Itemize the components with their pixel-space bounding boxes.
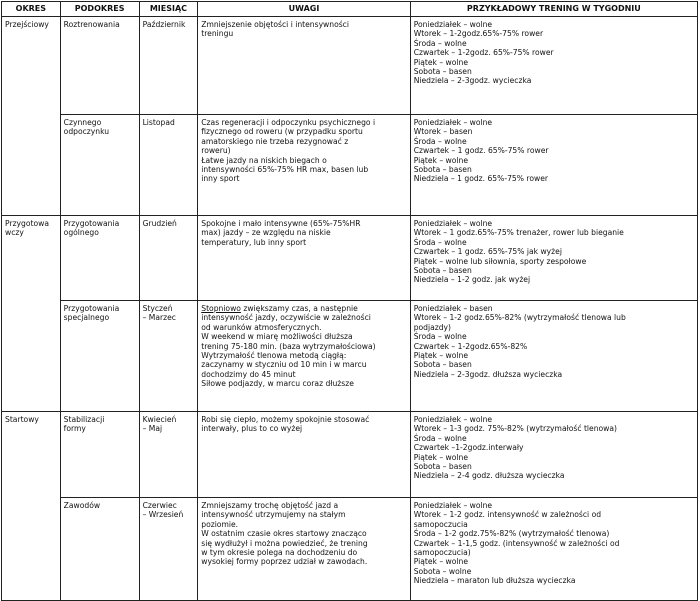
uwagi-line: W ostatnim czasie okres startowy znacząco — [201, 529, 367, 539]
uwagi-line: roweru) — [201, 146, 231, 156]
uwagi-line: w tym okresie polega na dochodzeniu do — [201, 548, 358, 558]
cell-podokres — [60, 17, 139, 115]
trening-line: Sobota – basen — [413, 165, 472, 175]
uwagi-line: Robi się ciepło, możemy spokojnie stosować — [201, 415, 370, 424]
uwagi-line: fizycznego od roweru (w przypadku sportu — [201, 127, 363, 137]
okres-label: wczy — [5, 228, 24, 238]
cell-miesiac — [139, 498, 198, 601]
trening-line: podjazdy) — [413, 322, 451, 332]
trening-line: Sobota – wolne — [413, 566, 472, 576]
cell-miesiac — [139, 115, 198, 216]
trening-line: Czwartek –1-2godz.interwały — [413, 443, 524, 453]
cell-miesiac — [139, 412, 198, 498]
header-uwagi: UWAGI — [198, 2, 410, 17]
podokres-label: Stabilizacji — [63, 415, 105, 424]
uwagi-line: intensywności 65%-75% HR max, basen lub — [201, 165, 369, 175]
uwagi-line: od warunków atmosferycznych. — [201, 322, 322, 332]
miesiac-label: Styczeń — [142, 304, 173, 313]
trening-line: Środa – 1-2 godz.75%-82% (wytrzymałość tlenowa) — [413, 529, 610, 539]
trening-line: Piątek – wolne — [413, 351, 468, 361]
cell-trening — [410, 115, 697, 216]
cell-uwagi — [198, 301, 410, 412]
cell-podokres — [60, 498, 139, 601]
header-row — [2, 2, 698, 17]
uwagi-line: temperatury, lub inny sport — [201, 237, 307, 247]
uwagi-line: amatorskiego nie trzeba rezygnować z — [201, 136, 349, 146]
trening-line: Środa – wolne — [413, 136, 467, 146]
trening-line: Piątek – wolne — [413, 57, 468, 67]
miesiac-label: – Maj — [142, 424, 163, 434]
uwagi-line: dochodzimy do 45 minut — [201, 369, 296, 379]
trening-line: Czwartek – 1-1,5 godz. (intensywność w zależności od — [413, 538, 620, 548]
header-okres: OKRES — [2, 2, 61, 17]
uwagi-line: inny sport — [201, 174, 240, 184]
uwagi-line-rest: zwiększamy czas, a następnie — [240, 304, 358, 313]
trening-line: Poniedziałek – wolne — [413, 219, 493, 228]
uwagi-line: treningu — [201, 29, 234, 39]
cell-podokres — [60, 216, 139, 301]
uwagi-line: poziomie. — [201, 519, 239, 529]
trening-line: Niedziela – 1 godz. 65%-75% rower — [413, 174, 548, 184]
miesiac-label: Październik — [142, 20, 186, 29]
miesiac-label: Listopad — [142, 118, 175, 127]
cell-podokres — [60, 301, 139, 412]
trening-line: Czwartek – 1 godz. 65%-75% jak wyżej — [413, 247, 562, 257]
trening-line: Poniedziałek – basen — [413, 304, 493, 313]
cell-miesiac — [139, 301, 198, 412]
trening-line: Niedziela – 2-4 godz. dłuższa wycieczka — [413, 471, 565, 481]
uwagi-underlined-word: Stopniowo — [201, 304, 241, 313]
uwagi-line: wysokiej formy poprzez udział w zawodach. — [201, 557, 368, 567]
trening-line: Piątek – wolne lub siłownia, sporty zespołowe — [413, 256, 587, 266]
trening-line: Piątek – wolne — [413, 452, 468, 462]
miesiac-label: – Wrzesień — [142, 510, 184, 520]
cell-trening — [410, 412, 697, 498]
miesiac-label: Czerwiec — [142, 501, 177, 510]
podokres-label: ogólnego — [63, 228, 99, 238]
trening-line: samopoczucia) — [413, 548, 471, 558]
uwagi-line: interwały, plus to co wyżej — [201, 424, 303, 434]
cell-miesiac — [139, 17, 198, 115]
training-plan-table — [1, 1, 698, 601]
uwagi-line: Spokojne i mało intensywne (65%-75%HR — [201, 219, 361, 228]
cell-trening — [410, 301, 697, 412]
cell-uwagi — [198, 115, 410, 216]
uwagi-line: Wytrzymałość tlenowa metodą ciągłą: — [201, 351, 347, 361]
podokres-label: formy — [63, 424, 86, 434]
podokres-label: Roztrenowania — [63, 20, 120, 29]
uwagi-line: max) jazdy – ze względu na niskie — [201, 228, 331, 238]
trening-line: Środa – wolne — [413, 38, 467, 48]
trening-line: Wtorek – 1-2godz.65%-75% rower — [413, 29, 544, 39]
trening-line: Piątek – wolne — [413, 557, 468, 567]
cell-uwagi — [198, 498, 410, 601]
trening-line: Środa – wolne — [413, 237, 467, 247]
uwagi-line: Siłowe podjazdy, w marcu coraz dłuższe — [201, 379, 354, 389]
trening-line: Niedziela – maraton lub dłuższa wycieczka — [413, 576, 576, 586]
uwagi-line: Łatwe jazdy na niskich biegach o — [201, 155, 327, 165]
uwagi-line: intensywność utrzymujemy na stałym — [201, 510, 346, 520]
podokres-label: Zawodów — [63, 501, 101, 510]
trening-line: Sobota – basen — [413, 266, 472, 276]
table-row — [2, 412, 698, 498]
podokres-label: Przygotowania — [63, 304, 120, 313]
podokres-label: odpoczynku — [63, 127, 110, 137]
miesiac-label: Kwiecień — [142, 415, 177, 424]
trening-line: Środa – wolne — [413, 332, 467, 342]
cell-okres — [2, 115, 61, 216]
cell-uwagi — [198, 216, 410, 301]
cell-trening — [410, 17, 697, 115]
cell-trening — [410, 498, 697, 601]
trening-line: Wtorek – 1-2 godz. intensywność w zależności od — [413, 510, 602, 520]
trening-line: Poniedziałek – wolne — [413, 501, 493, 510]
uwagi-line: Zmniejszamy trochę objętość jazd a — [201, 501, 339, 510]
cell-okres — [2, 498, 61, 601]
header-miesiac: MIESIĄC — [139, 2, 198, 17]
uwagi-line: intensywność jazdy, oczywiście w zależności — [201, 313, 371, 323]
trening-line: Środa – wolne — [413, 433, 467, 443]
cell-okres — [2, 412, 61, 498]
uwagi-line: się wydłużył i można powiedzieć, że trening — [201, 538, 368, 548]
trening-line: Sobota – basen — [413, 360, 472, 370]
trening-line: samopoczucia — [413, 519, 468, 529]
okres-label: Przejściowy — [5, 20, 49, 29]
trening-line: Piątek – wolne — [413, 155, 468, 165]
trening-line: Wtorek – 1 godz.65%-75% trenażer, rower lub bieganie — [413, 228, 624, 238]
cell-uwagi — [198, 412, 410, 498]
uwagi-line: W weekend w miarę możliwości dłuższa — [201, 332, 353, 342]
trening-line: Niedziela – 2-3godz. dłuższa wycieczka — [413, 369, 563, 379]
cell-miesiac — [139, 216, 198, 301]
okres-label: Przygotowa — [5, 219, 50, 228]
trening-line: Czwartek – 1-2godz. 65%-75% rower — [413, 48, 554, 58]
trening-line: Czwartek – 1 godz. 65%-75% rower — [413, 146, 549, 156]
cell-uwagi — [198, 17, 410, 115]
header-trening: PRZYKŁADOWY TRENING W TYGODNIU — [410, 2, 697, 17]
uwagi-line: zaczynamy w styczniu od 10 min i w marcu — [201, 360, 367, 370]
trening-line: Niedziela – 1-2 godz. jak wyżej — [413, 275, 531, 285]
trening-line: Czwartek – 1-2godz.65%-82% — [413, 341, 528, 351]
cell-podokres — [60, 115, 139, 216]
miesiac-label: – Marzec — [142, 313, 176, 323]
podokres-label: specjalnego — [63, 313, 110, 323]
podokres-label: Czynnego — [63, 118, 102, 127]
table-row — [2, 301, 698, 412]
okres-label: Startowy — [5, 415, 39, 424]
trening-line: Sobota – basen — [413, 462, 472, 472]
trening-line: Poniedziałek – wolne — [413, 20, 493, 29]
trening-line: Wtorek – 1-3 godz. 75%-82% (wytrzymałość tlenowa) — [413, 424, 617, 434]
podokres-label: Przygotowania — [63, 219, 120, 228]
table-row — [2, 498, 698, 601]
cell-okres — [2, 17, 61, 115]
cell-okres — [2, 216, 61, 301]
table-row — [2, 17, 698, 115]
trening-line: Wtorek – basen — [413, 127, 473, 137]
cell-okres — [2, 301, 61, 412]
trening-line: Poniedziałek – wolne — [413, 415, 493, 424]
uwagi-line: trening 75-180 min. (baza wytrzymałościowa) — [201, 341, 376, 351]
trening-line: Poniedziałek – wolne — [413, 118, 493, 127]
table-row — [2, 115, 698, 216]
header-podokres: PODOKRES — [60, 2, 139, 17]
cell-podokres — [60, 412, 139, 498]
trening-line: Niedziela – 2-3godz. wycieczka — [413, 76, 532, 86]
uwagi-line: Zmniejszenie objętości i intensywności — [201, 20, 349, 29]
uwagi-line: Czas regeneracji i odpoczynku psychicznego i — [201, 118, 376, 127]
cell-trening — [410, 216, 697, 301]
trening-line: Wtorek – 1-2 godz.65%-82% (wytrzymałość tlenowa lub — [413, 313, 626, 323]
table-row — [2, 216, 698, 301]
uwagi-line — [201, 304, 406, 313]
trening-line: Sobota – basen — [413, 67, 472, 77]
miesiac-label: Grudzień — [142, 219, 177, 228]
